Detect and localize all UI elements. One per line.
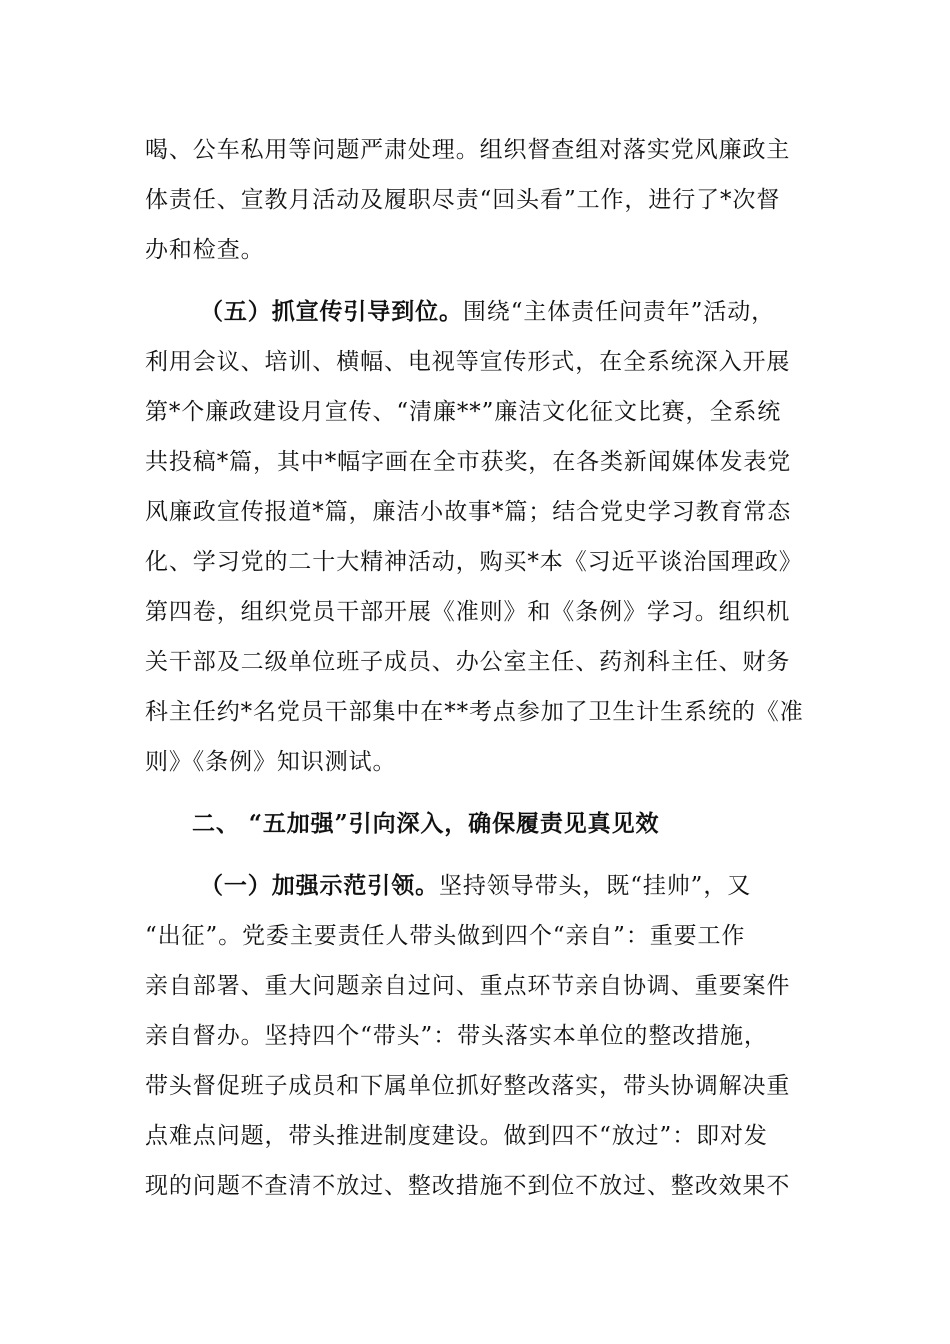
body-line-20: 点难点问题，带头推进制度建设。做到四不“放过”：即对发 [145, 1123, 768, 1149]
subsection-1-heading: （一）加强示范引领。 [200, 872, 439, 899]
body-line-6: 第*个廉政建设月宣传、“清廉**”廉洁文化征文比赛，全系统 [145, 399, 782, 425]
body-line-18: 亲自督办。坚持四个“带头”：带头落实本单位的整改措施， [145, 1023, 768, 1049]
body-line-13: 则》《条例》知识测试。 [145, 749, 397, 775]
body-line-8: 风廉政宣传报道*篇，廉洁小故事*篇；结合党史学习教育常态 [145, 499, 792, 525]
body-line-2: 体责任、宣教月活动及履职尽责“回头看”工作，进行了*次督 [145, 187, 781, 213]
section-2-heading: 二、 “五加强”引向深入，确保履责见真见效 [192, 810, 660, 837]
body-line-9: 化、学习党的二十大精神活动，购买*本《习近平谈治国理政》 [145, 549, 803, 575]
section-5-first-line: （五）抓宣传引导到位。围绕“主体责任问责年”活动， [200, 298, 776, 325]
body-line-12: 科主任约*名党员干部集中在**考点参加了卫生计生系统的《准 [145, 699, 804, 725]
body-line-3: 办和检查。 [145, 237, 265, 263]
body-line-7: 共投稿*篇，其中*幅字画在全市获奖，在各类新闻媒体发表党 [145, 449, 792, 475]
body-line-11: 关干部及二级单位班子成员、办公室主任、药剂科主任、财务 [145, 649, 791, 675]
body-line-5: 利用会议、培训、横幅、电视等宣传形式，在全系统深入开展 [145, 349, 791, 375]
body-line-1: 喝、公车私用等问题严肃处理。组织督查组对落实党风廉政主 [145, 137, 791, 163]
section-5-heading: （五）抓宣传引导到位。 [200, 298, 463, 325]
body-line-21: 现的问题不查清不放过、整改措施不到位不放过、整改效果不 [145, 1173, 791, 1199]
subsection-1-first-line: （一）加强示范引领。坚持领导带头，既“挂帅”，又 [200, 872, 752, 899]
body-line-10: 第四卷，组织党员干部开展《准则》和《条例》学习。组织机 [145, 599, 791, 625]
body-line-16: “出征”。党委主要责任人带头做到四个“亲自”：重要工作 [145, 923, 746, 949]
body-line-19: 带头督促班子成员和下属单位抓好整改落实，带头协调解决重 [145, 1073, 791, 1099]
body-line-17: 亲自部署、重大问题亲自过问、重点环节亲自协调、重要案件 [145, 973, 791, 999]
